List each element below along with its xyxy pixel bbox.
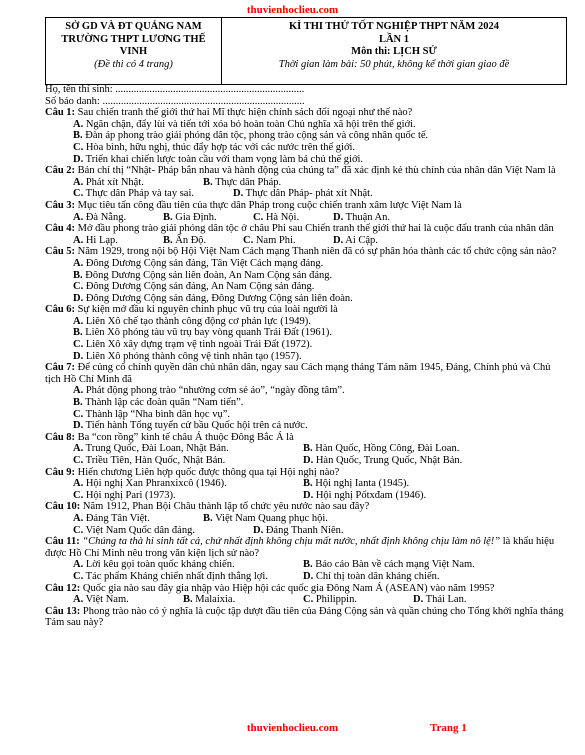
exam-header xyxy=(45,17,567,85)
question-label: Câu 5: xyxy=(45,246,76,258)
option: D. Hàn Quốc, Trung Quốc, Nhật Bản. xyxy=(303,455,463,466)
option-letter: A. xyxy=(73,594,84,606)
header-dept: SỞ GD VÀ ĐT QUẢNG NAM xyxy=(65,21,202,32)
option: A. Lời kêu gọi toàn quốc kháng chiến. xyxy=(73,559,235,571)
option: D. Thuận An. xyxy=(333,211,390,223)
option-letter: A. xyxy=(73,512,84,524)
question-stem: Sau chiến tranh thế giới thứ hai Mĩ thực hiện chính sách đối ngoại như thế nào? xyxy=(75,107,413,119)
question-label: Câu 4: xyxy=(45,223,76,235)
option-letter: A. xyxy=(73,118,84,130)
option: D. Ai Cập. xyxy=(333,234,378,246)
option: B. Báo cáo Bàn về cách mạng Việt Nam. xyxy=(303,559,475,571)
option-letter: D. xyxy=(73,292,84,304)
exam-time: Thời gian làm bài: 50 phút, không kể thời gian giao đề xyxy=(278,58,510,70)
option: D. Thái Lan. xyxy=(413,594,467,606)
exam-round: LẦN 1 xyxy=(378,33,410,45)
option: C. Nam Phi. xyxy=(243,234,296,246)
option: A. Đông Dương Cộng sản đảng, Tân Việt Cách mạng đảng. xyxy=(73,257,324,269)
header-exam xyxy=(222,18,566,84)
option: C. Thực dân Pháp và tay sai. xyxy=(73,188,194,200)
option-letter: D. xyxy=(73,350,84,362)
option: C. Hòa bình, hữu nghị, thúc đẩy hợp tác với các nước trên thế giới. xyxy=(73,141,356,153)
question-stem: Năm 1912, Phan Bội Châu thành lập tổ chức yêu nước nào sau đây? xyxy=(80,501,370,513)
question-label: Câu 6: xyxy=(45,304,76,316)
option-letter: A. xyxy=(73,176,84,188)
option-letter: D. xyxy=(303,489,314,501)
option-letter: D. xyxy=(233,188,244,200)
option: D. Chỉ thị toàn dân kháng chiến. xyxy=(303,570,440,582)
option-letter: D. xyxy=(333,211,344,223)
option: B. Đông Dương Cộng sản liên đoàn, An Nam Cộng sản đảng. xyxy=(73,269,333,281)
option: A. Liên Xô chế tạo thành công động cơ phản lực (1949). xyxy=(73,315,311,327)
option-letter: A. xyxy=(73,211,84,223)
question-10 xyxy=(45,501,565,536)
option: A. Đà Nẵng. xyxy=(73,211,127,223)
option-letter: D. xyxy=(303,455,314,466)
option: B. Thành lập các đoàn quân “Nam tiến”. xyxy=(73,397,244,409)
option: C. Tác phẩm Kháng chiến nhất định thắng lợi. xyxy=(73,570,268,582)
option-letter: D. xyxy=(413,594,424,606)
question-4 xyxy=(45,223,565,246)
option-letter: C. xyxy=(73,281,84,293)
question-2 xyxy=(45,165,565,200)
option: C. Triều Tiên, Hàn Quốc, Nhật Bản. xyxy=(73,455,226,466)
option: C. Đông Dương Cộng sản đảng, An Nam Cộng sản đảng. xyxy=(73,281,315,293)
option: D. Tiến hành Tổng tuyển cử bầu Quốc hội trên cả nước. xyxy=(73,420,308,432)
option-letter: B. xyxy=(163,211,173,223)
question-6 xyxy=(45,304,565,362)
option-letter: C. xyxy=(73,188,84,200)
option-letter: D. xyxy=(253,524,264,536)
option: B. Malaixia. xyxy=(183,594,236,606)
option-letter: D. xyxy=(73,153,84,165)
exam-content xyxy=(45,84,565,629)
watermark-top: thuvienhoclieu.com xyxy=(246,4,339,16)
question-7 xyxy=(45,362,565,432)
question-13 xyxy=(45,606,565,629)
question-stem: Mở đầu phong trào giải phóng dân tộc ở châu Phi sau Chiến tranh thế giới thứ hai là cuộc đấu tranh của nhân dân xyxy=(75,223,554,235)
option: B. Gia Định. xyxy=(163,211,217,223)
question-8 xyxy=(45,432,565,467)
question-label: Câu 9: xyxy=(45,466,76,478)
option: C. Hội nghị Pari (1973). xyxy=(73,489,176,501)
option: A. Đảng Tân Việt. xyxy=(73,512,150,524)
exam-subject: Môn thi: LỊCH SỬ xyxy=(351,46,437,57)
option: A. Ngăn chặn, đẩy lùi và tiến tới xóa bỏ hoàn toàn Chủ nghĩa xã hội trên thế giới. xyxy=(73,118,416,130)
option-letter: A. xyxy=(73,257,84,269)
option-letter: B. xyxy=(203,176,213,188)
option: C. Hà Nội. xyxy=(253,211,300,223)
header-school-name-2: VINH xyxy=(119,46,148,57)
student-id-field: Số báo danh: ............................................................................. xyxy=(45,95,305,107)
option: A. Việt Nam. xyxy=(73,594,129,606)
option: D. Đảng Thanh Niên. xyxy=(253,524,344,536)
question-label: Câu 8: xyxy=(45,431,76,443)
option-letter: D. xyxy=(333,234,344,246)
option-letter: C. xyxy=(73,455,84,466)
option-letter: A. xyxy=(73,385,84,397)
option: C. Liên Xô xây dựng trạm vệ tinh ngoài Trái Đất (1972). xyxy=(73,339,313,351)
header-page-count: (Đề thi có 4 trang) xyxy=(94,58,173,70)
option-letter: C. xyxy=(243,234,254,246)
question-label: Câu 12: xyxy=(45,582,81,594)
option: A. Hi Lạp. xyxy=(73,234,118,246)
question-label: Câu 1: xyxy=(45,107,76,119)
option-letter: C. xyxy=(73,524,84,536)
footer-watermark: thuvienhoclieu.com xyxy=(246,722,339,734)
question-stem: Mục tiêu tấn công đầu tiên của thực dân Pháp trong cuộc chiến tranh xâm lược Việt Nam là xyxy=(75,199,462,211)
header-school-name-1: TRƯỜNG THPT LƯƠNG THẾ xyxy=(61,33,206,45)
option-letter: C. xyxy=(73,141,84,153)
question-label: Câu 10: xyxy=(45,501,81,513)
question-1 xyxy=(45,107,565,165)
question-quote: “Chúng ta thà hi sinh tất cả, chứ nhất định không chịu mất nước, nhất định không chịu làm nô lệ!” xyxy=(79,536,501,548)
question-stem: Sự kiện mở đầu kỉ nguyên chinh phục vũ trụ của loài người là xyxy=(75,304,338,316)
option: B. Liên Xô phóng tàu vũ trụ bay vòng quanh Trái Đất (1961). xyxy=(73,327,332,339)
question-label: Câu 3: xyxy=(45,199,76,211)
option-letter: B. xyxy=(163,234,173,246)
question-3 xyxy=(45,200,565,223)
question-stem: Phong trào nào có ý nghĩa là cuộc tập dượt đầu tiên của Đảng Cộng sản và quần chúng cho Tổng khởi nghĩa tháng Tám sau này? xyxy=(45,605,564,629)
option: A. Phát xít Nhật. xyxy=(73,176,144,188)
question-label: Câu 2: xyxy=(45,165,76,177)
option-letter: D. xyxy=(73,420,84,432)
option: A. Trung Quốc, Đài Loan, Nhật Bản. xyxy=(73,443,229,455)
student-name-field: Họ, tên thí sinh: ........................................................................ xyxy=(45,84,305,95)
question-stem: Ba “con rồng” kinh tế châu Á thuộc Đông Bắc Á là xyxy=(75,431,294,443)
option-letter: B. xyxy=(73,327,83,339)
question-stem: là khẩu hiệu được Hồ Chí Minh nêu trong văn kiện lịch sử nào? xyxy=(45,536,555,559)
option: D. Triển khai chiến lược toàn cầu với tham vọng làm bá chủ thế giới. xyxy=(73,153,364,165)
option: C. Thành lập “Nha bình dân học vụ”. xyxy=(73,408,230,420)
option-letter: C. xyxy=(73,570,84,582)
option-letter: B. xyxy=(303,478,313,490)
option: C. Việt Nam Quốc dân đảng. xyxy=(73,524,195,536)
exam-title: KÌ THI THỬ TỐT NGHIỆP THPT NĂM 2024 xyxy=(289,21,499,32)
option-letter: B. xyxy=(73,130,83,142)
question-stem: Năm 1929, trong nội bộ Hội Việt Nam Cách mạng Thanh niên đã có sự phân hóa thành các tổ chức cộng sản nào? xyxy=(75,246,557,258)
page-number: Trang 1 xyxy=(430,722,467,734)
option: B. Thực dân Pháp. xyxy=(203,176,282,188)
option: B. Hàn Quốc, Hồng Công, Đài Loan. xyxy=(303,443,460,455)
option: D. Đông Dương Cộng sản đảng, Đông Dương Cộng sản liên đoàn. xyxy=(73,292,353,304)
question-label: Câu 7: xyxy=(45,362,76,374)
option-letter: B. xyxy=(303,559,313,571)
option-letter: B. xyxy=(73,397,83,409)
question-label: Câu 11: xyxy=(45,536,80,548)
option-letter: A. xyxy=(73,478,84,490)
option-letter: A. xyxy=(73,234,84,246)
option: A. Hội nghị Xan Phranxixcô (1946). xyxy=(73,478,227,490)
question-stem: Bản chỉ thị “Nhật- Pháp bắn nhau và hành động của chúng ta” đã xác định kẻ thù chính của nhân dân Việt Nam là xyxy=(75,165,556,177)
option-letter: C. xyxy=(73,339,84,351)
option-letter: C. xyxy=(73,408,84,420)
option: B. Việt Nam Quang phục hội. xyxy=(203,512,328,524)
option: B. Hội nghị Ianta (1945). xyxy=(303,478,410,490)
option-letter: A. xyxy=(73,559,84,571)
option: D. Thực dân Pháp- phát xít Nhật. xyxy=(233,188,373,200)
option-letter: B. xyxy=(183,594,193,606)
option: B. Ấn Độ. xyxy=(163,234,207,246)
option: D. Liên Xô phóng thành công vệ tinh nhân tạo (1957). xyxy=(73,350,302,362)
question-stem: Hiến chương Liên hợp quốc được thông qua tại Hội nghị nào? xyxy=(75,466,340,478)
question-5 xyxy=(45,246,565,304)
option: B. Đàn áp phong trào giải phóng dân tộc, phong trào cộng sản và công nhân quốc tế. xyxy=(73,130,429,142)
question-9 xyxy=(45,467,565,502)
option: A. Phát động phong trào “nhường cơm sẻ áo”, “ngày đồng tâm”. xyxy=(73,385,345,397)
question-label: Câu 13: xyxy=(45,605,81,617)
option-letter: B. xyxy=(303,443,313,455)
option-letter: B. xyxy=(203,512,213,524)
question-11 xyxy=(45,536,565,582)
option-letter: D. xyxy=(303,570,314,582)
option-letter: B. xyxy=(73,269,83,281)
option-letter: A. xyxy=(73,315,84,327)
question-12 xyxy=(45,583,565,606)
header-school xyxy=(46,18,222,84)
option-letter: A. xyxy=(73,443,84,455)
option: D. Hội nghị Pốtxđam (1946). xyxy=(303,489,427,501)
option-letter: C. xyxy=(73,489,84,501)
question-stem: Để củng cố chính quyền dân chủ nhân dân, ngay sau Cách mạng tháng Tám năm 1945, Đảng, Chính phủ và Chủ tịch Hồ Chí Minh đã xyxy=(45,362,551,385)
option: C. Philippin. xyxy=(303,594,357,606)
question-stem: Quốc gia nào sau đây gia nhập vào Hiệp hội các quốc gia Đông Nam Á (ASEAN) vào năm 1995? xyxy=(80,582,495,594)
option-letter: C. xyxy=(303,594,314,606)
option-letter: C. xyxy=(253,211,264,223)
